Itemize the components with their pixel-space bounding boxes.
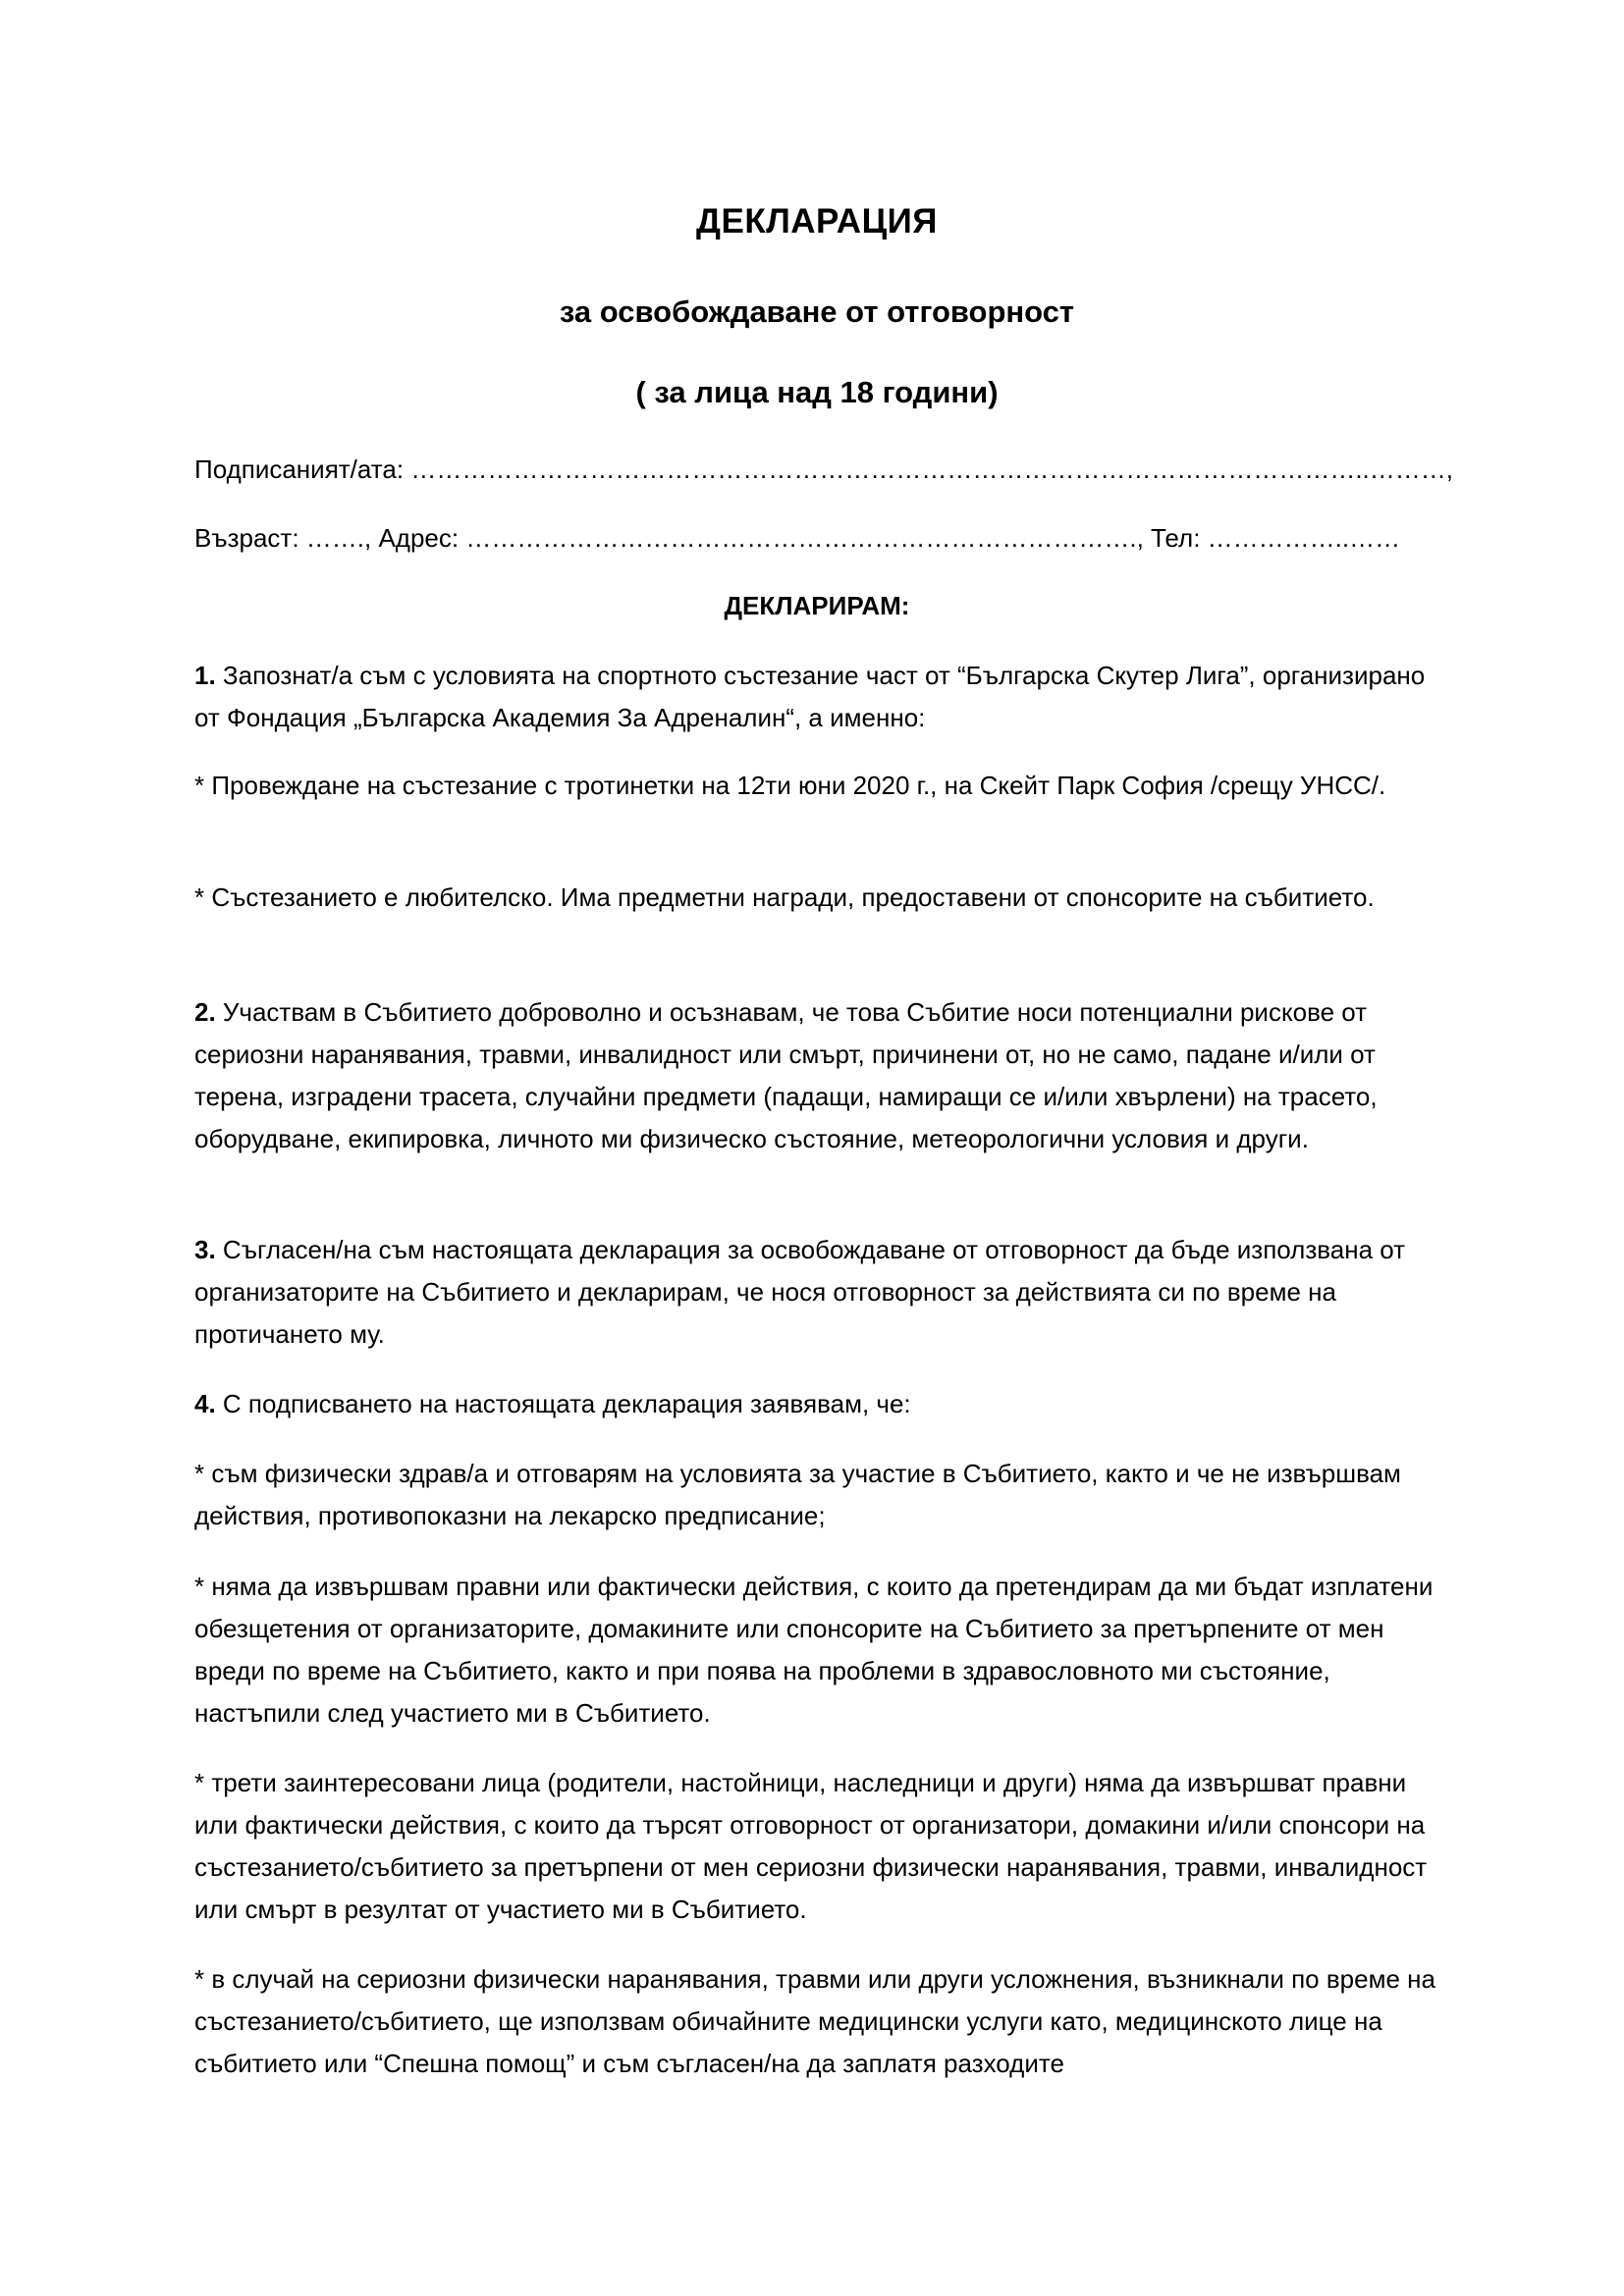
list-item [194,1383,1439,1425]
item-text: Съгласен/на съм настоящата декларация за освобождаване от отговорност да бъде използвана от организаторите на Събитието и декларирам, че нося отговорност за действията си по време на протичането му. [194,1235,1406,1349]
list-item [194,1958,1439,2085]
list-item [194,991,1439,1160]
document-subtitle: за освобождаване от отговорност [559,294,1075,329]
item-number: 4. [194,1389,216,1418]
declare-heading: ДЕКЛАРИРАМ: [724,591,910,620]
item-text: С подписването на настоящата декларация заявявам, че: [215,1389,911,1418]
item-number: 3. [194,1235,216,1264]
list-item [194,655,1439,739]
item-text: * Състезанието е любителско. Има предметни награди, предоставени от спонсорите на събитието. [194,882,1375,912]
list-item [194,877,1439,919]
item-text: * няма да извършвам правни или фактически действия, с които да претендирам да ми бъдат изплатени обезщетения от организаторите, домакините или спонсорите на Събитието за претърпените от мен вреди по време на Събитието, както и при поява на проблеми в здравословното ми състояние, настъпили след участието ми в Събитието. [194,1572,1434,1728]
item-text: Запознат/а съм с условията на спортното състезание част от “Българска Скутер Лига”, организирано от Фондация „Българска Академия За Адреналин“, а именно: [194,661,1426,732]
details-line: Възраст: ……., Адрес: ……………………………………………………………………., Тел: ……………..…… [194,523,1401,553]
list-item [194,1229,1439,1356]
document-title: ДЕКЛАРАЦИЯ [696,202,938,240]
item-text: * Провеждане на състезание с тротинетки на 12ти юни 2020 г., на Скейт Парк София /срещу УНСС/. [194,771,1386,800]
item-number: 1. [194,661,216,690]
item-text: * съм физически здрав/а и отговарям на условията за участие в Събитието, както и че не извършвам действия, противопоказни на лекарско предписание; [194,1459,1401,1530]
list-item [194,1453,1439,1537]
list-item [194,765,1439,807]
item-text: * в случай на сериозни физически наранявания, травми или други усложнения, възникнали по време на състезанието/събитието, ще използвам обичайните медицински услуги като, медицинското лице на събитието или “Спешна помощ” и съм съгласен/на да заплатя разходите [194,1964,1435,2078]
item-text: * трети заинтересовани лица (родители, настойници, наследници и други) няма да извършват правни или фактически действия, с които да търсят отговорност от организатори, домакини и/или спонсори на състезанието/събитието за претърпени от мен сериозни физически наранявания, травми, инвалидност или смърт в резултат от участието ми в Събитието. [194,1768,1428,1924]
list-item [194,1762,1439,1931]
item-text: Участвам в Събитието доброволно и осъзнавам, че това Събитие носи потенциални рискове от сериозни наранявания, травми, инвалидност или смърт, причинени от, но не само, падане и/или от терена, изградени трасета, случайни предмети (падащи, намиращи се и/или хвърлени) на трасето, оборудване, екипировка, личното ми физическо състояние, метеорологични условия и други. [194,997,1378,1153]
list-item [194,1566,1439,1735]
age-note: ( за лица над 18 години) [635,375,999,409]
signer-line: Подписаният/ата: …………………………………………………………………………………………………..………, [194,454,1453,484]
item-number: 2. [194,997,216,1027]
